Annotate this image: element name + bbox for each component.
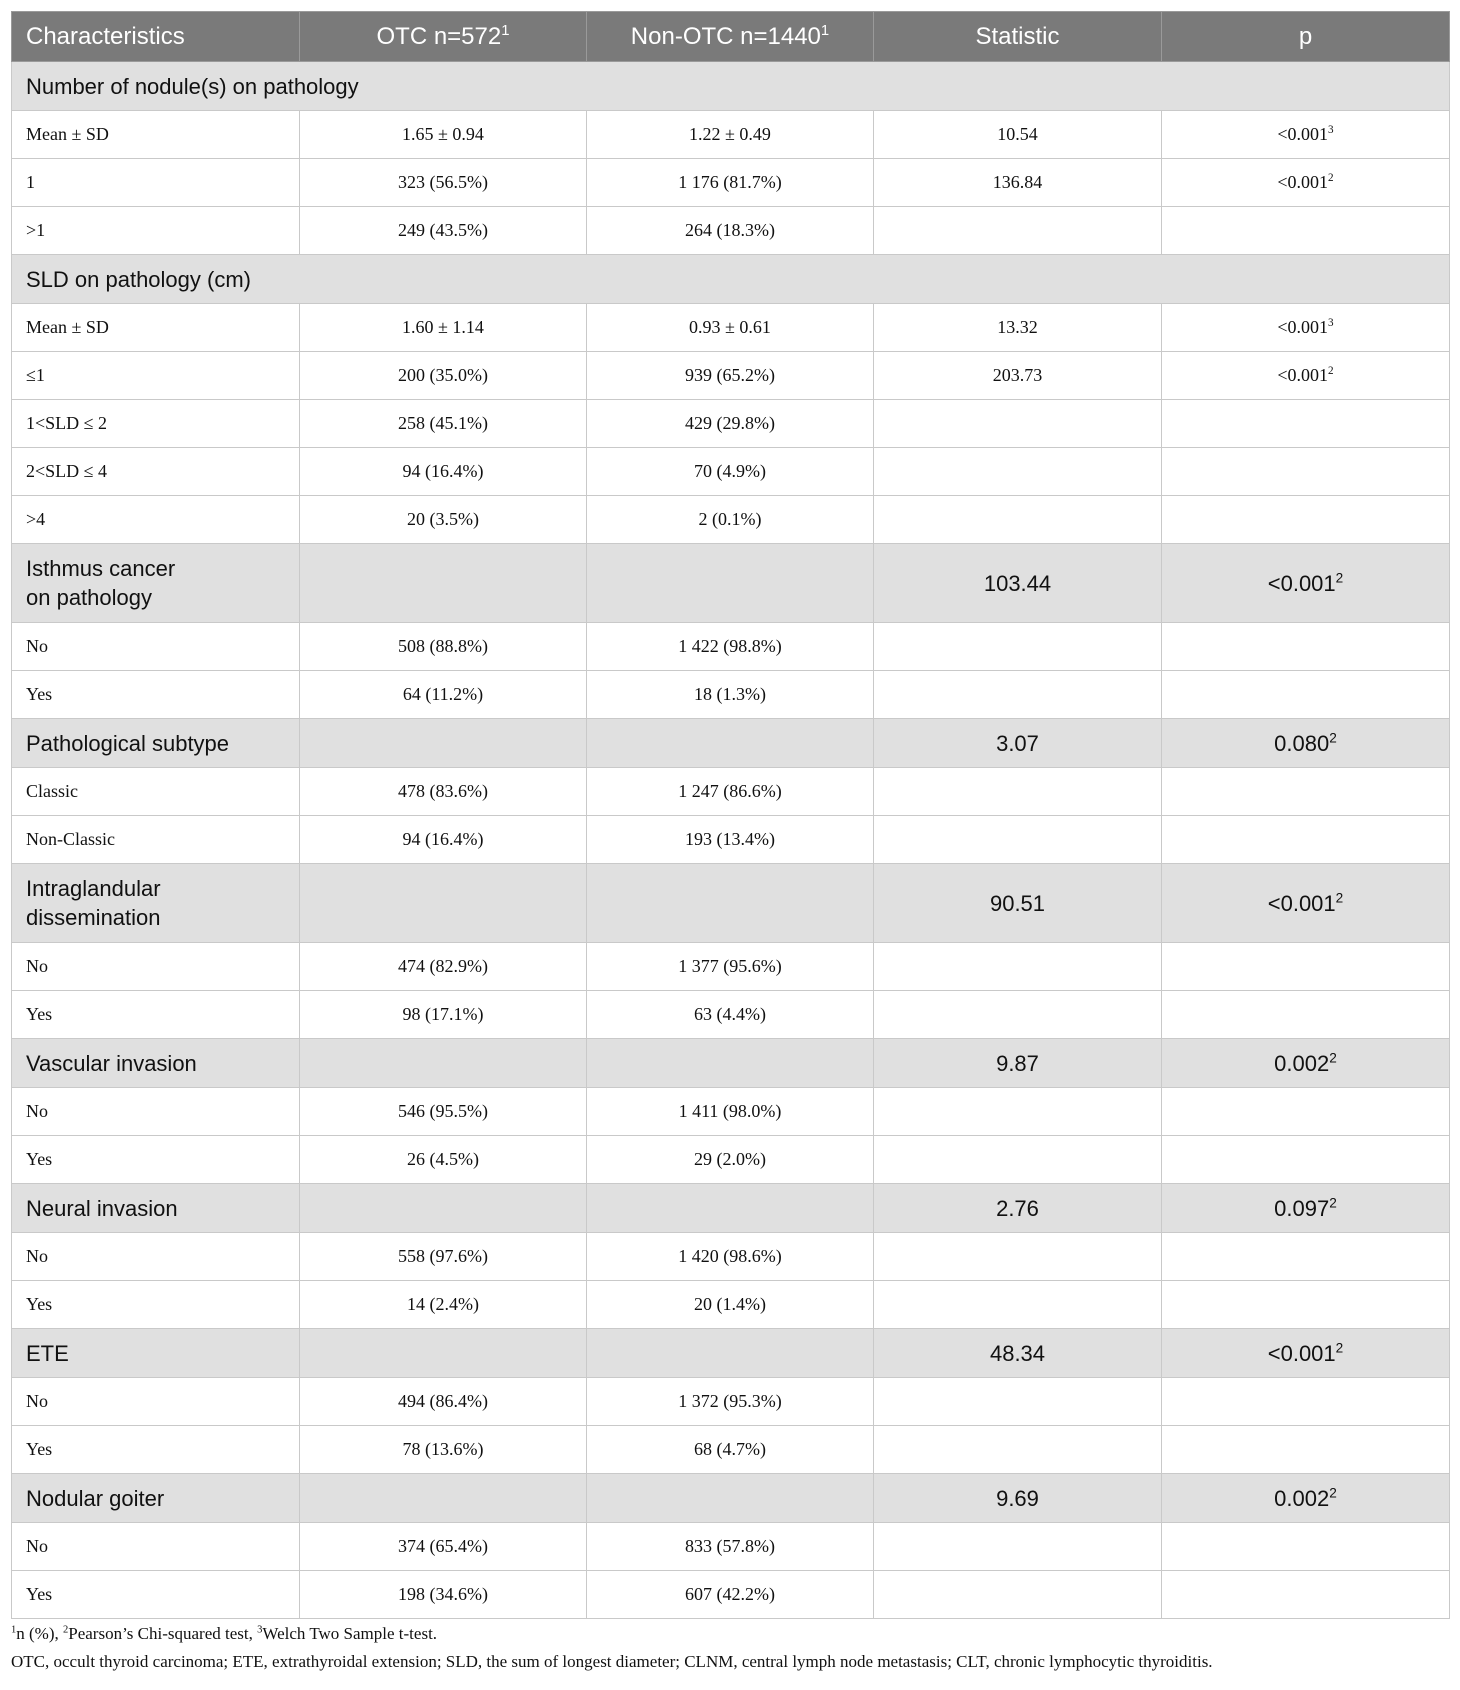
statistic-cell bbox=[874, 207, 1162, 255]
column-header-non-otc: Non-OTC $n=1440^1$ bbox=[587, 12, 874, 62]
p-value-cell: 0.080$^2$ bbox=[1162, 719, 1450, 768]
otc-cell: 98 (17.1%) bbox=[300, 991, 587, 1039]
p-value-cell bbox=[1162, 207, 1450, 255]
non-otc-cell: 833 (57.8%) bbox=[587, 1523, 874, 1571]
statistic-cell bbox=[874, 768, 1162, 816]
p-value-cell: 0.002$^2$ bbox=[1162, 1039, 1450, 1088]
empty-cell bbox=[300, 1329, 587, 1378]
non-otc-cell: 1 422 (98.8%) bbox=[587, 623, 874, 671]
section-label: Pathological subtype bbox=[12, 719, 300, 768]
row-label-cell: >4 bbox=[12, 496, 300, 544]
table-row bbox=[12, 816, 1450, 864]
p-value-cell bbox=[1162, 448, 1450, 496]
row-label-cell: Yes bbox=[12, 991, 300, 1039]
table-row bbox=[12, 768, 1450, 816]
table-section-row bbox=[12, 719, 1450, 768]
non-otc-cell: 18 (1.3%) bbox=[587, 671, 874, 719]
statistic-cell bbox=[874, 816, 1162, 864]
otc-cell: 508 (88.8%) bbox=[300, 623, 587, 671]
non-otc-cell: 0.93 ± 0.61 bbox=[587, 304, 874, 352]
statistic-cell bbox=[874, 1233, 1162, 1281]
section-label: Nodular goiter bbox=[12, 1474, 300, 1523]
row-label-cell: No bbox=[12, 1233, 300, 1281]
otc-cell: 374 (65.4%) bbox=[300, 1523, 587, 1571]
column-header-statistic: Statistic bbox=[874, 12, 1162, 62]
section-label-line: dissemination bbox=[26, 905, 161, 930]
p-value-cell bbox=[1162, 1426, 1450, 1474]
statistic-cell: 2.76 bbox=[874, 1184, 1162, 1233]
section-label: Neural invasion bbox=[12, 1184, 300, 1233]
statistic-cell bbox=[874, 943, 1162, 991]
p-value-cell: $<0.001^3$ bbox=[1162, 111, 1450, 159]
p-value-cell bbox=[1162, 1523, 1450, 1571]
non-otc-cell: 70 (4.9%) bbox=[587, 448, 874, 496]
table-row bbox=[12, 1088, 1450, 1136]
table-header-row bbox=[12, 12, 1450, 62]
empty-cell bbox=[587, 1474, 874, 1523]
table-section-row bbox=[12, 1474, 1450, 1523]
table-row bbox=[12, 448, 1450, 496]
statistic-cell bbox=[874, 1088, 1162, 1136]
section-label-line: Intraglandular bbox=[26, 876, 161, 901]
statistic-cell: 9.87 bbox=[874, 1039, 1162, 1088]
statistic-cell bbox=[874, 400, 1162, 448]
non-otc-cell: 429 (29.8%) bbox=[587, 400, 874, 448]
section-label-line: Isthmus cancer bbox=[26, 556, 176, 581]
non-otc-cell: 1.22 ± 0.49 bbox=[587, 111, 874, 159]
p-value-cell bbox=[1162, 816, 1450, 864]
section-label: Vascular invasion bbox=[12, 1039, 300, 1088]
statistic-cell: 103.44 bbox=[874, 544, 1162, 623]
non-otc-cell: 2 (0.1%) bbox=[587, 496, 874, 544]
p-value-cell bbox=[1162, 671, 1450, 719]
otc-cell: 258 (45.1%) bbox=[300, 400, 587, 448]
row-label-cell: 1 bbox=[12, 159, 300, 207]
non-otc-cell: 1 420 (98.6%) bbox=[587, 1233, 874, 1281]
row-label-cell: Yes bbox=[12, 1426, 300, 1474]
column-header-characteristics: Characteristics bbox=[12, 12, 300, 62]
table-row bbox=[12, 1426, 1450, 1474]
statistic-cell: 90.51 bbox=[874, 864, 1162, 943]
table-row bbox=[12, 159, 1450, 207]
table-row bbox=[12, 352, 1450, 400]
p-value-cell bbox=[1162, 1571, 1450, 1619]
table-row bbox=[12, 943, 1450, 991]
p-value-cell: $<0.001^2$ bbox=[1162, 1329, 1450, 1378]
row-label-cell: No bbox=[12, 1523, 300, 1571]
statistic-cell: 13.32 bbox=[874, 304, 1162, 352]
empty-cell bbox=[587, 719, 874, 768]
empty-cell bbox=[300, 1184, 587, 1233]
p-value-cell bbox=[1162, 1136, 1450, 1184]
table-section-row bbox=[12, 1329, 1450, 1378]
row-label-cell: Non-Classic bbox=[12, 816, 300, 864]
p-value-cell bbox=[1162, 1378, 1450, 1426]
non-otc-cell: 1 377 (95.6%) bbox=[587, 943, 874, 991]
p-value-cell: 0.097$^2$ bbox=[1162, 1184, 1450, 1233]
row-label-cell: Mean ± SD bbox=[12, 111, 300, 159]
row-label-cell: 1<SLD ≤ 2 bbox=[12, 400, 300, 448]
table-row bbox=[12, 1281, 1450, 1329]
p-value-cell bbox=[1162, 1281, 1450, 1329]
otc-cell: 20 (3.5%) bbox=[300, 496, 587, 544]
section-label: SLD on pathology (cm) bbox=[12, 255, 1450, 304]
row-label-cell: Mean ± SD bbox=[12, 304, 300, 352]
row-label-cell: 2<SLD ≤ 4 bbox=[12, 448, 300, 496]
p-value-cell bbox=[1162, 623, 1450, 671]
footnote-legend: $^1$n (%), $^2$Pearson’s Chi-squared test, $^3$Welch Two Sample t-test. bbox=[11, 1624, 438, 1643]
otc-cell: 249 (43.5%) bbox=[300, 207, 587, 255]
statistic-cell bbox=[874, 1136, 1162, 1184]
statistic-cell bbox=[874, 623, 1162, 671]
statistic-cell bbox=[874, 991, 1162, 1039]
p-value-cell bbox=[1162, 1233, 1450, 1281]
statistic-cell: 136.84 bbox=[874, 159, 1162, 207]
empty-cell bbox=[300, 864, 587, 943]
table-row bbox=[12, 400, 1450, 448]
otc-cell: 546 (95.5%) bbox=[300, 1088, 587, 1136]
table-row bbox=[12, 1136, 1450, 1184]
p-value-cell: $<0.001^2$ bbox=[1162, 864, 1450, 943]
non-otc-cell: 63 (4.4%) bbox=[587, 991, 874, 1039]
section-label bbox=[12, 544, 300, 623]
table-row bbox=[12, 207, 1450, 255]
column-header-p: p bbox=[1162, 12, 1450, 62]
row-label-cell: No bbox=[12, 1088, 300, 1136]
otc-cell: 26 (4.5%) bbox=[300, 1136, 587, 1184]
otc-cell: 14 (2.4%) bbox=[300, 1281, 587, 1329]
table-row bbox=[12, 304, 1450, 352]
empty-cell bbox=[587, 1039, 874, 1088]
otc-cell: 198 (34.6%) bbox=[300, 1571, 587, 1619]
p-value-cell bbox=[1162, 1088, 1450, 1136]
otc-cell: 558 (97.6%) bbox=[300, 1233, 587, 1281]
p-value-cell: $<0.001^2$ bbox=[1162, 544, 1450, 623]
empty-cell bbox=[300, 544, 587, 623]
otc-cell: 323 (56.5%) bbox=[300, 159, 587, 207]
non-otc-cell: 264 (18.3%) bbox=[587, 207, 874, 255]
non-otc-cell: 939 (65.2%) bbox=[587, 352, 874, 400]
table-row bbox=[12, 1523, 1450, 1571]
non-otc-cell: 193 (13.4%) bbox=[587, 816, 874, 864]
section-label: Number of nodule(s) on pathology bbox=[12, 62, 1450, 111]
table-row bbox=[12, 623, 1450, 671]
empty-cell bbox=[587, 864, 874, 943]
table-row bbox=[12, 1233, 1450, 1281]
non-otc-cell: 29 (2.0%) bbox=[587, 1136, 874, 1184]
row-label-cell: ≤1 bbox=[12, 352, 300, 400]
row-label-cell: Yes bbox=[12, 1136, 300, 1184]
empty-cell bbox=[587, 1329, 874, 1378]
table-section-row bbox=[12, 1039, 1450, 1088]
otc-cell: 64 (11.2%) bbox=[300, 671, 587, 719]
non-otc-cell: 20 (1.4%) bbox=[587, 1281, 874, 1329]
table-section-row bbox=[12, 62, 1450, 111]
section-label bbox=[12, 864, 300, 943]
otc-cell: 494 (86.4%) bbox=[300, 1378, 587, 1426]
characteristics-table bbox=[11, 11, 1450, 1619]
table-row bbox=[12, 991, 1450, 1039]
statistic-cell bbox=[874, 496, 1162, 544]
column-header-otc: OTC $n=572^1$ bbox=[300, 12, 587, 62]
statistic-cell bbox=[874, 448, 1162, 496]
empty-cell bbox=[300, 1039, 587, 1088]
table-row bbox=[12, 111, 1450, 159]
table-row bbox=[12, 1571, 1450, 1619]
otc-cell: 94 (16.4%) bbox=[300, 448, 587, 496]
table-section-row bbox=[12, 255, 1450, 304]
table-body bbox=[12, 62, 1450, 1619]
p-value-cell bbox=[1162, 991, 1450, 1039]
table-row bbox=[12, 1378, 1450, 1426]
p-value-cell bbox=[1162, 768, 1450, 816]
otc-cell: 478 (83.6%) bbox=[300, 768, 587, 816]
empty-cell bbox=[587, 1184, 874, 1233]
p-value-cell: $<0.001^2$ bbox=[1162, 352, 1450, 400]
empty-cell bbox=[300, 1474, 587, 1523]
table-row bbox=[12, 671, 1450, 719]
statistic-cell bbox=[874, 1523, 1162, 1571]
row-label-cell: No bbox=[12, 943, 300, 991]
row-label-cell: Yes bbox=[12, 1571, 300, 1619]
statistic-cell: 10.54 bbox=[874, 111, 1162, 159]
statistic-cell: 3.07 bbox=[874, 719, 1162, 768]
statistic-cell: 203.73 bbox=[874, 352, 1162, 400]
otc-cell: 474 (82.9%) bbox=[300, 943, 587, 991]
statistic-cell bbox=[874, 1378, 1162, 1426]
non-otc-cell: 607 (42.2%) bbox=[587, 1571, 874, 1619]
otc-cell: 1.60 ± 1.14 bbox=[300, 304, 587, 352]
row-label-cell: Yes bbox=[12, 1281, 300, 1329]
table-section-row bbox=[12, 544, 1450, 623]
non-otc-cell: 68 (4.7%) bbox=[587, 1426, 874, 1474]
statistic-cell: 48.34 bbox=[874, 1329, 1162, 1378]
table-row bbox=[12, 496, 1450, 544]
statistic-cell: 9.69 bbox=[874, 1474, 1162, 1523]
otc-cell: 78 (13.6%) bbox=[300, 1426, 587, 1474]
p-value-cell bbox=[1162, 943, 1450, 991]
statistic-cell bbox=[874, 1426, 1162, 1474]
p-value-cell: $<0.001^2$ bbox=[1162, 159, 1450, 207]
table-section-row bbox=[12, 1184, 1450, 1233]
row-label-cell: >1 bbox=[12, 207, 300, 255]
row-label-cell: Classic bbox=[12, 768, 300, 816]
p-value-cell bbox=[1162, 400, 1450, 448]
otc-cell: 200 (35.0%) bbox=[300, 352, 587, 400]
empty-cell bbox=[587, 544, 874, 623]
p-value-cell bbox=[1162, 496, 1450, 544]
section-label: ETE bbox=[12, 1329, 300, 1378]
empty-cell bbox=[300, 719, 587, 768]
statistic-cell bbox=[874, 671, 1162, 719]
section-label-line: on pathology bbox=[26, 585, 152, 610]
p-value-cell: 0.002$^2$ bbox=[1162, 1474, 1450, 1523]
otc-cell: 94 (16.4%) bbox=[300, 816, 587, 864]
p-value-cell: $<0.001^3$ bbox=[1162, 304, 1450, 352]
non-otc-cell: 1 176 (81.7%) bbox=[587, 159, 874, 207]
otc-cell: 1.65 ± 0.94 bbox=[300, 111, 587, 159]
footnote-abbreviations: OTC, occult thyroid carcinoma; ETE, extrathyroidal extension; SLD, the sum of longest diameter; CLNM, central lymph node metastasis; CLT, chronic lymphocytic thyroiditis. bbox=[11, 1652, 1213, 1671]
non-otc-cell: 1 247 (86.6%) bbox=[587, 768, 874, 816]
row-label-cell: No bbox=[12, 623, 300, 671]
row-label-cell: Yes bbox=[12, 671, 300, 719]
non-otc-cell: 1 372 (95.3%) bbox=[587, 1378, 874, 1426]
non-otc-cell: 1 411 (98.0%) bbox=[587, 1088, 874, 1136]
statistic-cell bbox=[874, 1281, 1162, 1329]
table-section-row bbox=[12, 864, 1450, 943]
statistic-cell bbox=[874, 1571, 1162, 1619]
row-label-cell: No bbox=[12, 1378, 300, 1426]
